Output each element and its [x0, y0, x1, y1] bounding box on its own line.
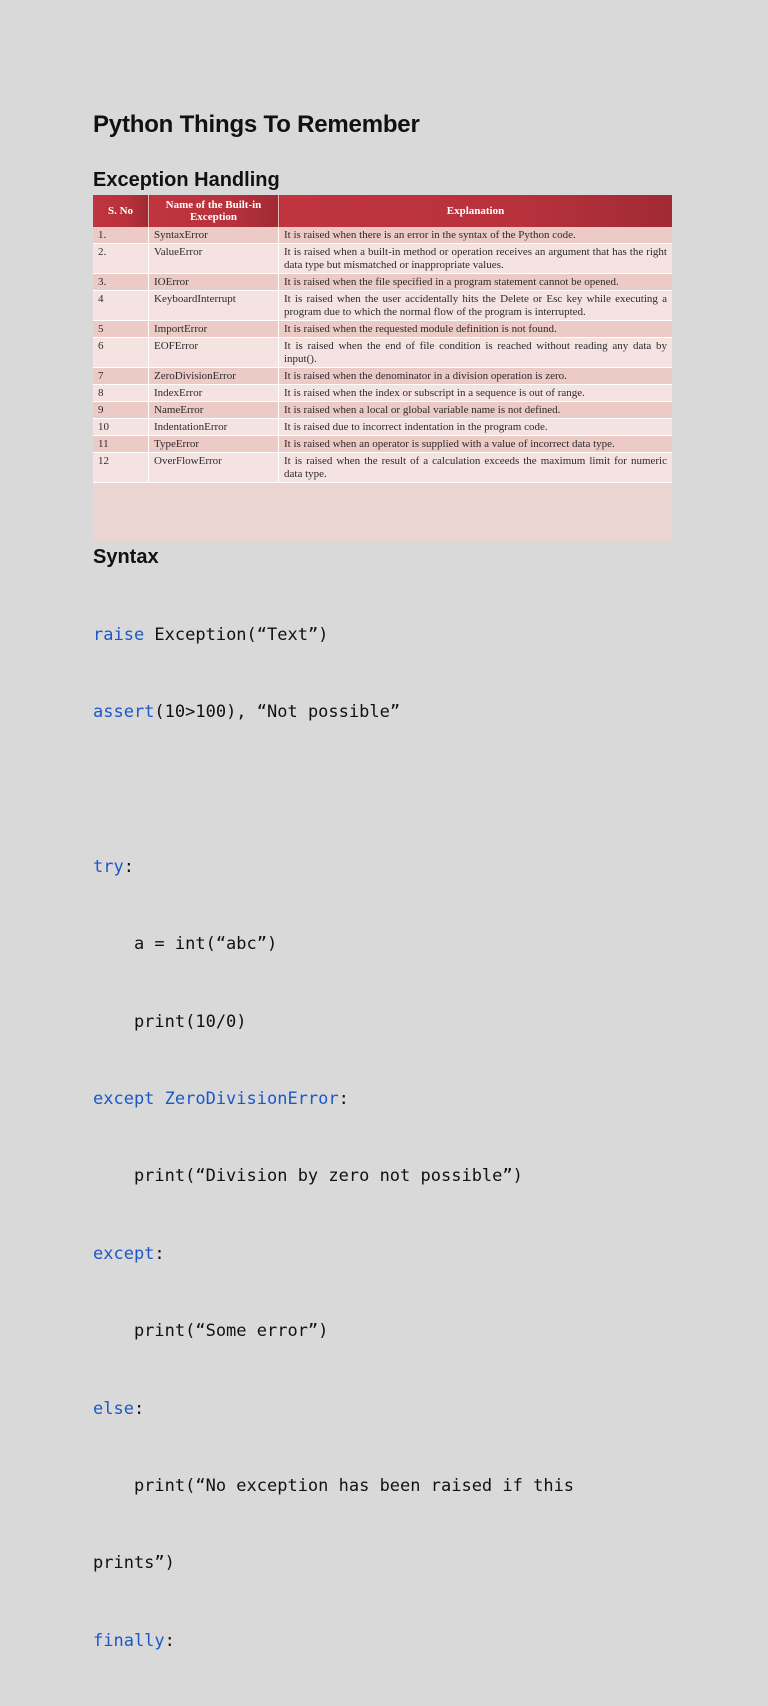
code-line [93, 700, 574, 726]
exception-handling-heading: Exception Handling [93, 169, 280, 191]
code-line: prints”) [93, 1553, 175, 1574]
code-blank-line [93, 777, 574, 803]
cell-sno: 2. [93, 244, 149, 274]
cell-sno: 12 [93, 453, 149, 483]
table-row [93, 385, 672, 402]
cell-sno: 7 [93, 368, 149, 385]
cell-explanation: It is raised when the user accidentally hits the Delete or Esc key while executing a program due to which the normal flow of the program is interrupted. [279, 291, 673, 321]
cell-exception-name: TypeError [149, 436, 279, 453]
cell-sno: 11 [93, 436, 149, 453]
code-keyword: assert [93, 701, 155, 722]
cell-explanation: It is raised when the requested module definition is not found. [279, 321, 673, 338]
page-title: Python Things To Remember [93, 111, 420, 138]
cell-explanation: It is raised when the end of file condition is reached without reading any data by input(). [279, 338, 673, 368]
cell-sno: 1. [93, 227, 149, 244]
code-text: : [338, 1088, 349, 1109]
code-keyword: except ZeroDivisionError [93, 1088, 339, 1109]
cell-sno: 8 [93, 385, 149, 402]
code-line [93, 623, 574, 649]
code-line: print(“No exception has been raised if this [93, 1475, 575, 1496]
cell-sno: 5 [93, 321, 149, 338]
cell-explanation: It is raised when an operator is supplied with a value of incorrect data type. [279, 436, 673, 453]
cell-exception-name: ValueError [149, 244, 279, 274]
table-row [93, 453, 672, 483]
code-text: (10>100), “Not possible” [154, 701, 401, 722]
code-line [93, 1242, 574, 1268]
cell-exception-name: ImportError [149, 321, 279, 338]
cell-exception-name: NameError [149, 402, 279, 419]
cell-explanation: It is raised when the index or subscript in a sequence is out of range. [279, 385, 673, 402]
cell-exception-name: KeyboardInterrupt [149, 291, 279, 321]
table-row [93, 402, 672, 419]
cell-explanation: It is raised when a local or global variable name is not defined. [279, 402, 673, 419]
cell-exception-name: EOFError [149, 338, 279, 368]
cell-sno: 10 [93, 419, 149, 436]
code-text: Exception(“Text”) [144, 624, 329, 645]
table-row [93, 436, 672, 453]
code-keyword: raise [93, 624, 145, 645]
cell-explanation: It is raised when the result of a calculation exceeds the maximum limit for numeric data type. [279, 453, 673, 483]
cell-explanation: It is raised when there is an error in the syntax of the Python code. [279, 227, 673, 244]
cell-sno: 4 [93, 291, 149, 321]
code-line: print(“Some error”) [93, 1321, 329, 1342]
cell-exception-name: SyntaxError [149, 227, 279, 244]
table-row [93, 321, 672, 338]
code-keyword: try [93, 856, 124, 877]
header-exception-name: Name of the Built-in Exception [149, 195, 279, 227]
code-keyword: except [93, 1243, 155, 1264]
table-row [93, 274, 672, 291]
cell-explanation: It is raised when the file specified in a program statement cannot be opened. [279, 274, 673, 291]
header-sno: S. No [93, 195, 149, 227]
cell-explanation: It is raised when a built-in method or operation receives an argument that has the right data type but mismatched or inappropriate values. [279, 244, 673, 274]
syntax-heading: Syntax [93, 546, 159, 568]
code-line [93, 855, 574, 881]
cell-exception-name: IOError [149, 274, 279, 291]
table-row [93, 368, 672, 385]
header-explanation: Explanation [279, 195, 673, 227]
cell-sno: 3. [93, 274, 149, 291]
cell-exception-name: ZeroDivisionError [149, 368, 279, 385]
table-header-row [93, 195, 672, 227]
cell-sno: 9 [93, 402, 149, 419]
cell-exception-name: IndexError [149, 385, 279, 402]
code-line [93, 1087, 574, 1113]
code-line [93, 1397, 574, 1423]
cell-sno: 6 [93, 338, 149, 368]
table-row [93, 244, 672, 274]
cell-exception-name: IndentationError [149, 419, 279, 436]
code-text: : [154, 1243, 165, 1264]
cell-explanation: It is raised when the denominator in a division operation is zero. [279, 368, 673, 385]
table-row [93, 419, 672, 436]
table-row [93, 291, 672, 321]
code-block [93, 571, 574, 1706]
code-line: a = int(“abc”) [93, 934, 278, 955]
cell-exception-name: OverFlowError [149, 453, 279, 483]
exceptions-table [93, 195, 672, 541]
code-text: : [164, 1630, 175, 1651]
cell-explanation: It is raised due to incorrect indentation in the program code. [279, 419, 673, 436]
table-row [93, 338, 672, 368]
code-keyword: finally [93, 1630, 165, 1651]
table-row [93, 227, 672, 244]
code-text: : [123, 856, 134, 877]
code-line: print(“Division by zero not possible”) [93, 1166, 523, 1187]
code-line: print(10/0) [93, 1011, 247, 1032]
code-text: : [133, 1398, 145, 1419]
code-line [93, 1629, 574, 1655]
code-keyword: else [93, 1398, 134, 1419]
